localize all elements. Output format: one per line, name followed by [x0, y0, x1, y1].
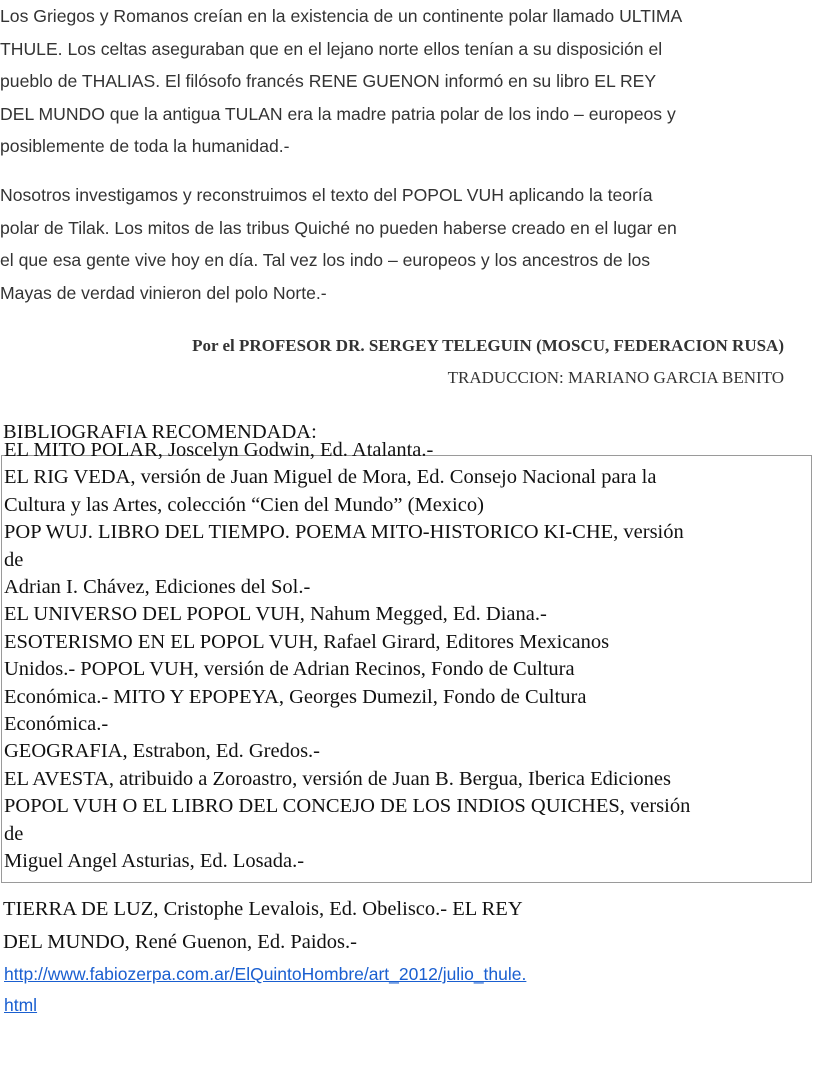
- paragraph-line: posiblemente de toda la humanidad.-: [0, 136, 290, 156]
- bibliography-entry: EL RIG VEDA, versión de Juan Miguel de Mora, Ed. Consejo Nacional para la: [4, 466, 657, 489]
- bibliography-entry: POPOL VUH O EL LIBRO DEL CONCEJO DE LOS INDIOS QUICHES, versión: [4, 795, 691, 818]
- translator-credit: TRADUCCION: MARIANO GARCIA BENITO: [447, 368, 784, 387]
- bibliography-entry: Unidos.- POPOL VUH, versión de Adrian Recinos, Fondo de Cultura: [4, 658, 575, 681]
- bibliography-entry: ESOTERISMO EN EL POPOL VUH, Rafael Girard, Editores Mexicanos: [4, 630, 610, 653]
- bibliography-entry: EL AVESTA, atribuido a Zoroastro, versión de Juan B. Bergua, Iberica Ediciones: [4, 767, 671, 790]
- bibliography-entry-after: TIERRA DE LUZ, Cristophe Levalois, Ed. Obelisco.- EL REY: [3, 898, 523, 920]
- bibliography-entry: de: [4, 548, 24, 571]
- paragraph-line: el que esa gente vive hoy en día. Tal vez los indo – europeos y los ancestros de los: [0, 250, 651, 270]
- source-link-continued[interactable]: html: [4, 995, 38, 1015]
- paragraph-line: Mayas de verdad vinieron del polo Norte.-: [0, 282, 327, 303]
- paragraph-line: Nosotros investigamos y reconstruimos el texto del POPOL VUH aplicando la teoría: [0, 185, 653, 205]
- bibliography-list: [4, 437, 794, 876]
- paragraph-line: Los Griegos y Romanos creían en la existencia de un continente polar llamado ULTIMA: [0, 6, 683, 26]
- author-credit: Por el PROFESOR DR. SERGEY TELEGUIN (MOSCU, FEDERACION RUSA): [192, 336, 784, 355]
- intro-paragraph: [0, 0, 800, 163]
- bibliography-entry: Económica.- MITO Y EPOPEYA, Georges Dumezil, Fondo de Cultura: [4, 685, 587, 708]
- paragraph-line: polar de Tilak. Los mitos de las tribus Quiché no pueden haberse creado en el lugar en: [0, 217, 677, 238]
- source-link[interactable]: http://www.fabiozerpa.com.ar/ElQuintoHombre/art_2012/julio_thule.: [4, 964, 527, 984]
- bibliography-entry-after: DEL MUNDO, René Guenon, Ed. Paidos.-: [3, 931, 357, 953]
- bibliography-entry: POP WUJ. LIBRO DEL TIEMPO. POEMA MITO-HISTORICO KI-CHE, versión: [4, 521, 684, 544]
- bibliography-entry: EL MITO POLAR, Joscelyn Godwin, Ed. Atalanta.-: [4, 439, 434, 461]
- bibliography-entry: Adrian I. Chávez, Ediciones del Sol.-: [4, 576, 311, 599]
- bibliography-entry: Miguel Angel Asturias, Ed. Losada.-: [4, 850, 305, 873]
- bibliography-entry: GEOGRAFIA, Estrabon, Ed. Gredos.-: [4, 740, 320, 763]
- bibliography-entry: Cultura y las Artes, colección “Cien del Mundo” (Mexico): [4, 493, 484, 516]
- research-paragraph: [0, 179, 800, 309]
- bibliography-entry: EL UNIVERSO DEL POPOL VUH, Nahum Megged, Ed. Diana.-: [4, 603, 547, 626]
- paragraph-line: pueblo de THALIAS. El filósofo francés RENE GUENON informó en su libro EL REY: [0, 71, 657, 91]
- paragraph-line: DEL MUNDO que la antigua TULAN era la madre patria polar de los indo – europeos y: [0, 103, 676, 124]
- bibliography-title: BIBLIOGRAFIA RECOMENDADA:: [3, 421, 317, 443]
- paragraph-line: THULE. Los celtas aseguraban que en el lejano norte ellos tenían a su disposición el: [0, 38, 663, 59]
- bibliography-entry: de: [4, 822, 24, 845]
- bibliography-entry: Económica.-: [4, 713, 109, 736]
